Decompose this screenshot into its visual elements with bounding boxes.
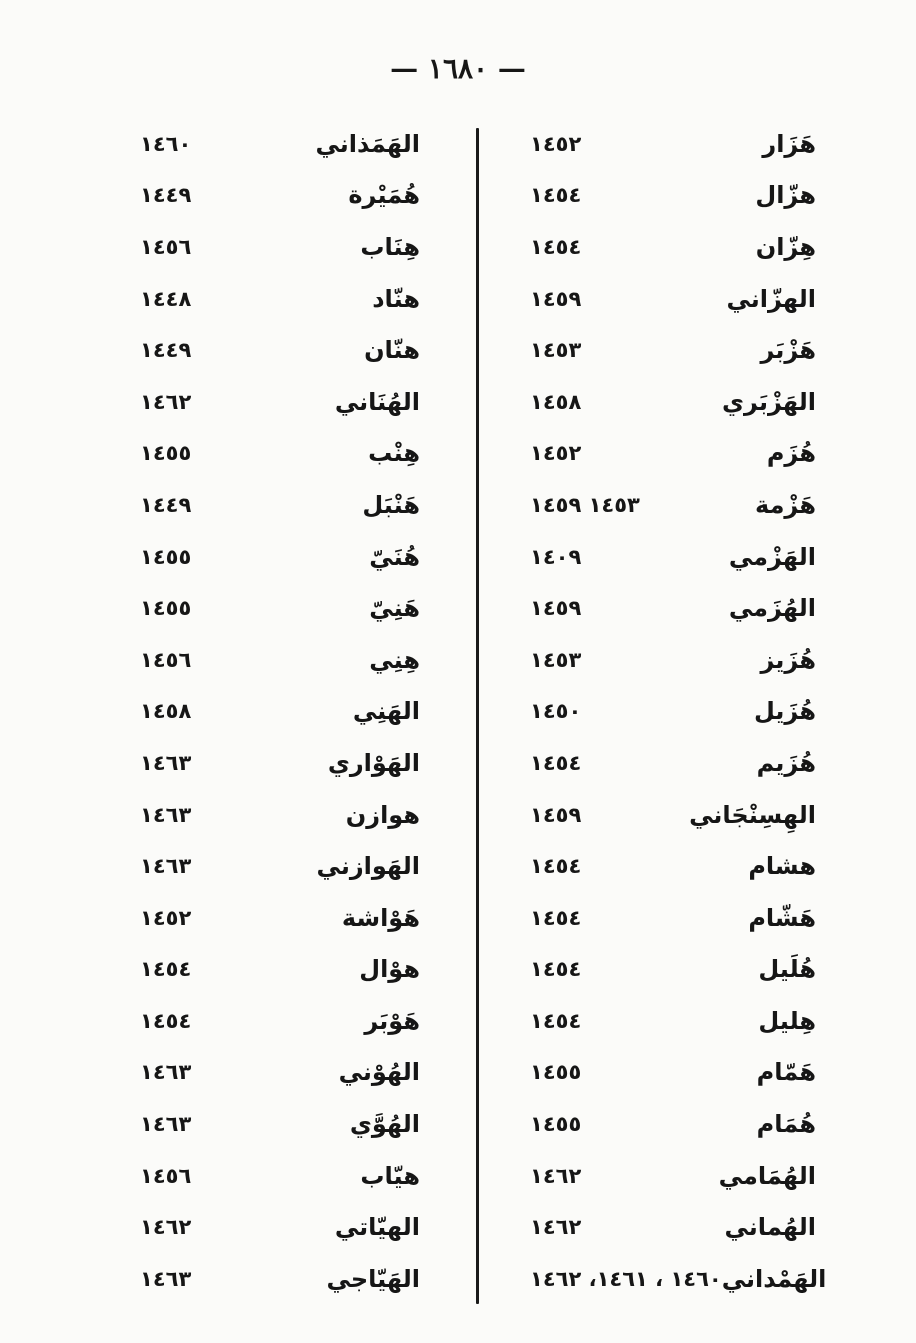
index-entry [128, 737, 420, 789]
entry-pages: ١٤٠٩ [530, 544, 582, 569]
entry-pages: ١٤٦٢ [140, 389, 192, 414]
entry-pages: ١٤٦٣ [140, 1060, 192, 1085]
entry-word: الهُنَاني [334, 387, 420, 416]
entry-pages: ١٤٦٢ [140, 1215, 192, 1240]
entry-pages: ١٤٥٩ [530, 802, 582, 827]
entry-word: الهَوْاري [327, 748, 420, 777]
index-entry [128, 531, 420, 583]
index-entry [128, 1253, 420, 1305]
entry-pages: ١٤٥٤ [530, 1008, 582, 1033]
entry-word: هُزَيم [756, 748, 816, 777]
entry-word: هِنَاب [360, 232, 420, 261]
index-entry [506, 428, 816, 480]
entry-word: هَنِيّ [369, 594, 420, 623]
entry-word: هِنْب [368, 439, 420, 468]
entry-word: الهَمَذاني [315, 129, 420, 158]
index-entry [506, 376, 816, 428]
index-entry [506, 531, 816, 583]
entry-pages: ١٤٥٤ [140, 1008, 192, 1033]
entry-pages: ١٤٥٤ [530, 905, 582, 930]
index-entry [506, 840, 816, 892]
entry-word: هِليل [758, 1006, 816, 1035]
entry-pages: ١٤٥٩ [530, 596, 582, 621]
index-entry [506, 1201, 816, 1253]
entry-pages: ١٤٥٦ [140, 647, 192, 672]
entry-word: هَوْبَر [364, 1006, 420, 1035]
entry-pages: ١٤٥٤ [530, 957, 582, 982]
index-entry [128, 376, 420, 428]
entry-word: الهُوَّي [349, 1110, 420, 1139]
entry-word: هنّاد [372, 284, 420, 313]
entry-pages: ١٤٦٢ [530, 1163, 582, 1188]
right-column [506, 118, 827, 1305]
entry-word: هَوْاشة [341, 903, 420, 932]
entry-pages: ١٤٥٥ [530, 1060, 582, 1085]
entry-pages: ١٤٥٨ [530, 389, 582, 414]
index-entry [506, 118, 816, 170]
index-entry [128, 428, 420, 480]
entry-word: هنّان [364, 336, 420, 365]
left-column [128, 118, 420, 1305]
index-entry [128, 221, 420, 273]
entry-pages: ١٤٦٣ [140, 1112, 192, 1137]
index-entry [506, 789, 816, 841]
entry-pages: ١٤٥٥ [140, 441, 192, 466]
index-entry [128, 324, 420, 376]
entry-word: الهُوْني [338, 1058, 420, 1087]
index-entry [506, 170, 816, 222]
index-entry [128, 1201, 420, 1253]
index-entry [506, 1047, 816, 1099]
entry-word: هُزَم [766, 439, 816, 468]
entry-word: هُمَيْرة [348, 181, 420, 210]
entry-word: هُزَيز [760, 645, 816, 674]
entry-pages: ١٤٤٩ [140, 338, 192, 363]
entry-word: هَنْبَل [362, 490, 420, 519]
entry-pages: ١٤٥٣ ١٤٥٩ [530, 492, 640, 517]
entry-word: هُمَام [756, 1110, 816, 1139]
entry-pages: ١٤٥٥ [140, 544, 192, 569]
entry-word: الهَزْبَري [722, 387, 816, 416]
entry-word: هَمّام [756, 1058, 816, 1087]
entry-pages: ١٤٦٢ [530, 1215, 582, 1240]
index-entry [128, 634, 420, 686]
entry-word: الهَمْداني [721, 1264, 827, 1293]
index-entry [506, 634, 816, 686]
entry-pages: ١٤٥٢ [140, 905, 192, 930]
entry-pages: ١٤٤٩ [140, 492, 192, 517]
entry-pages: ١٤٥٥ [530, 1112, 582, 1137]
index-entry [506, 944, 816, 996]
entry-pages: ١٤٥٣ [530, 338, 582, 363]
entry-word: هَزْمة [755, 490, 816, 519]
entry-pages: ١٤٦٣ [140, 802, 192, 827]
index-entry [506, 324, 816, 376]
entry-pages: ١٤٥٤ [530, 750, 582, 775]
entry-word: الهُمَامي [718, 1161, 816, 1190]
entry-pages: ١٤٦٠ [140, 131, 192, 156]
index-entry [506, 995, 816, 1047]
entry-word: هِنِي [369, 645, 420, 674]
index-entry [128, 1150, 420, 1202]
index-entry [506, 1150, 816, 1202]
entry-pages: ١٤٦٣ [140, 854, 192, 879]
entry-word: هشام [748, 852, 816, 881]
entry-pages: ١٤٦٣ [140, 750, 192, 775]
entry-pages: ١٤٥٢ [530, 441, 582, 466]
entry-word: الهَنِي [352, 697, 420, 726]
index-entry [128, 1098, 420, 1150]
entry-pages: ١٤٥٤ [530, 854, 582, 879]
entry-pages: ١٤٥٠ [530, 699, 582, 724]
index-entry [506, 737, 816, 789]
index-entry [128, 582, 420, 634]
index-entry [128, 686, 420, 738]
entry-word: الهَوازني [316, 852, 420, 881]
entry-pages: ١٤٦٣ [140, 1266, 192, 1291]
column-divider [476, 128, 479, 1304]
index-entry [506, 479, 816, 531]
entry-word: الهَيّاجي [326, 1264, 420, 1293]
index-entry [128, 479, 420, 531]
index-entry [506, 892, 816, 944]
entry-word: هِزّان [755, 232, 816, 261]
entry-word: هيّاب [360, 1161, 420, 1190]
entry-word: هَزْبَر [760, 336, 816, 365]
entry-word: هزّال [755, 181, 816, 210]
entry-word: هُزَيل [753, 697, 816, 726]
entry-pages: ١٤٥٤ [530, 234, 582, 259]
page-number: — ١٦٨٠ — [390, 52, 526, 85]
index-entry [506, 582, 816, 634]
entry-pages: ١٤٥٢ [530, 131, 582, 156]
entry-pages: ١٤٥٨ [140, 699, 192, 724]
entry-word: الهُماني [724, 1213, 816, 1242]
index-entry [506, 686, 816, 738]
entry-word: هَشّام [748, 903, 816, 932]
entry-word: هوازن [345, 800, 420, 829]
entry-word: هَزَار [762, 129, 816, 158]
index-entry [128, 840, 420, 892]
entry-word: الهُزَمي [728, 594, 816, 623]
entry-word: الهِسِنْجَاني [689, 800, 816, 829]
index-entry [506, 221, 816, 273]
index-entry [128, 944, 420, 996]
index-entry [506, 1098, 816, 1150]
index-entry [128, 170, 420, 222]
index-entry [128, 892, 420, 944]
entry-pages: ١٤٥٥ [140, 596, 192, 621]
entry-pages: ١٤٥٤ [140, 957, 192, 982]
index-entry [506, 273, 816, 325]
entry-pages: ١٤٥٩ [530, 286, 582, 311]
entry-pages: ١٤٥٤ [530, 183, 582, 208]
index-entry [128, 995, 420, 1047]
entry-word: الهزّاني [726, 284, 816, 313]
entry-pages: ١٤٥٦ [140, 1163, 192, 1188]
entry-pages: ١٤٤٨ [140, 286, 192, 311]
entry-word: هوْال [359, 955, 420, 984]
entry-word: هُنَيّ [369, 542, 420, 571]
index-entry [128, 118, 420, 170]
entry-pages: ١٤٥٦ [140, 234, 192, 259]
entry-word: الهيّاتي [334, 1213, 420, 1242]
entry-pages: ١٤٦٠ ، ١٤٦١، ١٤٦٢ [530, 1266, 722, 1291]
entry-pages: ١٤٥٣ [530, 647, 582, 672]
entry-pages: ١٤٤٩ [140, 183, 192, 208]
index-entry [128, 273, 420, 325]
index-entry [128, 1047, 420, 1099]
index-entry [128, 789, 420, 841]
entry-word: الهَزْمي [728, 542, 816, 571]
index-entry [506, 1253, 827, 1305]
entry-word: هُلَيل [758, 955, 816, 984]
